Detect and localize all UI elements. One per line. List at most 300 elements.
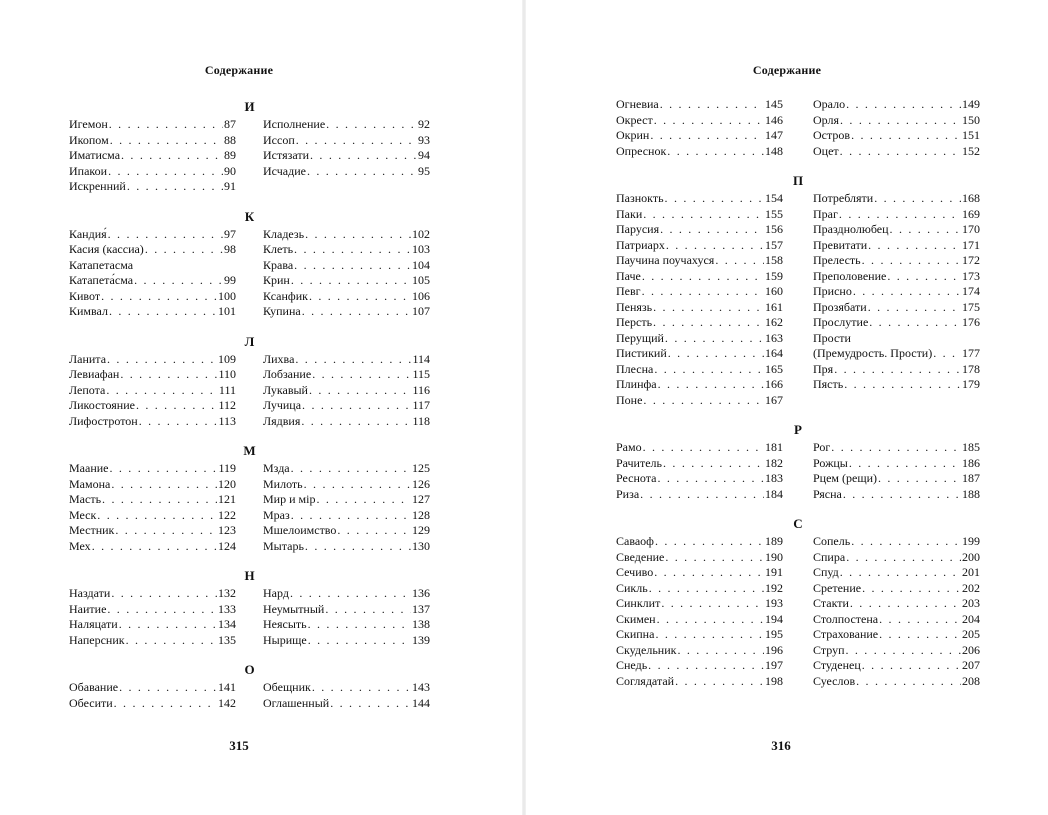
entry-page-number: 88 bbox=[224, 132, 236, 147]
dot-leader bbox=[119, 617, 217, 633]
entry-term: Орало bbox=[813, 97, 846, 111]
entry-term: Крин bbox=[263, 273, 290, 287]
entry-page-number: 186 bbox=[962, 455, 980, 470]
dot-leader bbox=[316, 492, 411, 508]
section-letter: И bbox=[244, 99, 255, 114]
index-entry bbox=[69, 477, 236, 493]
index-column bbox=[263, 227, 430, 320]
index-entry bbox=[263, 696, 430, 712]
entry-page-number: 166 bbox=[765, 377, 783, 391]
entry-term: Ипакои bbox=[69, 163, 108, 178]
entry-term: Страхование bbox=[813, 627, 879, 641]
entry-term: Лукавый bbox=[263, 382, 308, 397]
dot-leader bbox=[326, 117, 417, 133]
dot-leader bbox=[666, 238, 764, 254]
entry-page-number: 130 bbox=[412, 538, 430, 553]
entry-term: Присно bbox=[813, 284, 852, 298]
entry-page-number: 138 bbox=[412, 617, 430, 631]
dot-leader bbox=[658, 377, 764, 393]
dot-leader bbox=[839, 207, 961, 223]
dot-leader bbox=[312, 367, 411, 383]
dot-leader bbox=[120, 367, 217, 383]
entry-page-number: 156 bbox=[765, 222, 783, 236]
entry-page-number: 92 bbox=[418, 117, 430, 131]
index-entry bbox=[69, 492, 236, 508]
entry-term: Скудельник bbox=[616, 642, 677, 657]
dot-leader bbox=[109, 304, 217, 320]
dot-leader bbox=[294, 258, 411, 274]
dot-leader bbox=[643, 393, 764, 409]
entry-page-number: 101 bbox=[218, 304, 236, 318]
dot-leader bbox=[110, 133, 223, 149]
index-entry bbox=[69, 258, 236, 274]
dot-leader bbox=[850, 596, 961, 612]
index-entry bbox=[263, 148, 430, 164]
entry-term: Нырище bbox=[263, 632, 307, 647]
entry-page-number: 145 bbox=[765, 97, 783, 111]
entry-page-number: 191 bbox=[765, 565, 783, 579]
right-page bbox=[526, 0, 1048, 815]
section-columns bbox=[69, 586, 430, 648]
index-entry bbox=[263, 367, 430, 383]
section-letter: С bbox=[793, 516, 803, 531]
dot-leader bbox=[668, 346, 764, 362]
entry-term: Мраз bbox=[263, 507, 290, 522]
dot-leader bbox=[294, 242, 411, 258]
entry-term: Меск bbox=[69, 507, 97, 522]
index-entry bbox=[263, 352, 430, 368]
index-entry bbox=[813, 643, 980, 659]
entry-term: Спира bbox=[813, 549, 846, 564]
entry-term: Лифостротон bbox=[69, 413, 138, 428]
index-entry bbox=[69, 352, 236, 368]
entry-page-number: 193 bbox=[765, 596, 783, 610]
index-entry bbox=[813, 113, 980, 129]
dot-leader bbox=[869, 315, 961, 331]
index-entry bbox=[616, 534, 783, 550]
entry-page-number: 139 bbox=[412, 632, 430, 647]
entry-page-number: 142 bbox=[218, 695, 236, 710]
index-entry bbox=[263, 523, 430, 539]
entry-page-number: 90 bbox=[224, 163, 236, 178]
dot-leader bbox=[291, 273, 411, 289]
entry-page-number: 184 bbox=[765, 486, 783, 501]
entry-page-number: 196 bbox=[765, 642, 783, 657]
dot-leader bbox=[640, 487, 764, 503]
entry-term: Реснота bbox=[616, 471, 657, 485]
entry-page-number: 93 bbox=[418, 132, 430, 147]
index-entry bbox=[813, 269, 980, 285]
left-page-number: 315 bbox=[229, 738, 249, 753]
dot-leader bbox=[874, 191, 961, 207]
dot-leader bbox=[868, 300, 961, 316]
dot-leader bbox=[667, 144, 764, 160]
dot-leader bbox=[834, 362, 961, 378]
entry-page-number: 207 bbox=[962, 658, 980, 672]
index-entry bbox=[616, 284, 783, 300]
entry-term: Катапетасма bbox=[69, 257, 134, 272]
index-entry bbox=[69, 539, 236, 555]
entry-term: Катапета́сма bbox=[69, 273, 134, 287]
entry-page-number: 165 bbox=[765, 361, 783, 376]
entry-page-number: 143 bbox=[412, 680, 430, 694]
index-column bbox=[263, 680, 430, 711]
index-entry bbox=[616, 346, 783, 362]
entry-page-number: 154 bbox=[765, 191, 783, 205]
dot-leader bbox=[109, 117, 223, 133]
index-entry bbox=[69, 398, 236, 414]
dot-leader bbox=[844, 377, 961, 393]
entry-term: Кандия́ bbox=[69, 226, 107, 241]
entry-term: Рясна bbox=[813, 486, 842, 501]
entry-term: Потребляти bbox=[813, 191, 874, 205]
index-entry bbox=[616, 128, 783, 144]
index-column bbox=[616, 534, 783, 689]
index-column bbox=[69, 461, 236, 554]
dot-leader bbox=[665, 191, 764, 207]
index-entry bbox=[813, 207, 980, 223]
section-columns bbox=[616, 440, 980, 502]
entry-term: Иматисма bbox=[69, 148, 121, 162]
section-gap bbox=[616, 502, 980, 514]
dot-leader bbox=[290, 586, 411, 602]
section-gap bbox=[69, 429, 430, 441]
index-entry bbox=[69, 133, 236, 149]
index-entry bbox=[813, 581, 980, 597]
index-entry bbox=[69, 117, 236, 133]
entry-term: Рожцы bbox=[813, 455, 848, 470]
entry-term: Риза bbox=[616, 486, 640, 501]
entry-term: Прослутие bbox=[813, 315, 869, 329]
entry-page-number: 189 bbox=[765, 534, 783, 548]
entry-term: Сретение bbox=[813, 580, 862, 595]
index-entry bbox=[813, 487, 980, 503]
dot-leader bbox=[643, 440, 764, 456]
dot-leader bbox=[127, 179, 223, 195]
dot-leader bbox=[846, 643, 962, 659]
index-entry bbox=[616, 362, 783, 378]
entry-term: Наздати bbox=[69, 586, 111, 600]
dot-leader bbox=[111, 586, 217, 602]
dot-leader bbox=[121, 148, 223, 164]
dot-leader bbox=[108, 164, 223, 180]
index-entry bbox=[813, 253, 980, 269]
entry-page-number: 148 bbox=[765, 143, 783, 158]
dot-leader bbox=[655, 534, 764, 550]
entry-term: Мшелоимство bbox=[263, 523, 337, 537]
index-entry bbox=[813, 362, 980, 378]
dot-leader bbox=[840, 144, 961, 160]
dot-leader bbox=[654, 565, 764, 581]
entry-page-number: 111 bbox=[218, 382, 236, 397]
dot-leader bbox=[106, 383, 218, 399]
dot-leader bbox=[114, 696, 217, 712]
entry-term: Орля bbox=[813, 112, 840, 127]
index-entry bbox=[69, 602, 236, 618]
dot-leader bbox=[643, 207, 764, 223]
entry-term: Поне bbox=[616, 392, 643, 407]
index-entry bbox=[616, 207, 783, 223]
index-column bbox=[69, 586, 236, 648]
entry-term: Наитие bbox=[69, 601, 107, 616]
entry-page-number: 141 bbox=[218, 680, 236, 694]
index-entry bbox=[69, 179, 236, 195]
entry-term: Сикль bbox=[616, 580, 648, 595]
index-entry bbox=[616, 97, 783, 113]
dot-leader bbox=[308, 633, 411, 649]
index-entry bbox=[813, 565, 980, 581]
dot-leader bbox=[853, 284, 961, 300]
entry-page-number: 144 bbox=[412, 695, 430, 710]
index-column bbox=[69, 117, 236, 195]
entry-term: Оцет bbox=[813, 143, 839, 158]
index-entry bbox=[263, 304, 430, 320]
section-columns bbox=[69, 352, 430, 430]
dot-leader bbox=[657, 471, 764, 487]
index-entry bbox=[813, 534, 980, 550]
index-entry bbox=[616, 471, 783, 487]
entry-page-number: 192 bbox=[765, 580, 783, 595]
dot-leader bbox=[305, 227, 411, 243]
entry-term: Паки bbox=[616, 206, 643, 221]
index-entry bbox=[616, 487, 783, 503]
dot-leader bbox=[840, 565, 961, 581]
dot-leader bbox=[136, 398, 217, 414]
entry-term: Студенец bbox=[813, 658, 861, 672]
section-letter: П bbox=[792, 173, 804, 188]
entry-term: Неумытный bbox=[263, 601, 325, 616]
dot-leader bbox=[851, 534, 961, 550]
entry-term: (Премудрость. Прости) bbox=[813, 346, 933, 360]
index-entry bbox=[616, 253, 783, 269]
index-entry bbox=[616, 658, 783, 674]
entry-term: Плесна bbox=[616, 361, 654, 376]
entry-page-number: 137 bbox=[412, 601, 430, 616]
entry-page-number: 182 bbox=[765, 455, 783, 470]
index-entry bbox=[69, 508, 236, 524]
entry-page-number: 100 bbox=[218, 288, 236, 303]
dot-leader bbox=[657, 612, 764, 628]
entry-term: Огневиа bbox=[616, 97, 659, 111]
entry-term: Мзда bbox=[263, 461, 290, 475]
entry-page-number: 105 bbox=[412, 273, 430, 287]
dot-leader bbox=[107, 602, 217, 618]
index-column bbox=[69, 352, 236, 430]
index-column bbox=[263, 586, 430, 648]
dot-leader bbox=[296, 133, 417, 149]
section-columns bbox=[616, 534, 980, 689]
index-entry bbox=[69, 696, 236, 712]
entry-term: Перущий bbox=[616, 330, 664, 345]
index-column bbox=[263, 461, 430, 554]
section-gap bbox=[69, 648, 430, 660]
entry-term: Обавание bbox=[69, 680, 119, 694]
entry-term: Ликостояние bbox=[69, 398, 135, 412]
entry-term: Кладезь bbox=[263, 226, 305, 241]
dot-leader bbox=[660, 97, 764, 113]
index-entry bbox=[263, 133, 430, 149]
dot-leader bbox=[291, 508, 411, 524]
dot-leader bbox=[933, 346, 961, 362]
dot-leader bbox=[878, 471, 961, 487]
entry-term: Сечиво bbox=[616, 565, 654, 579]
dot-leader bbox=[665, 331, 764, 347]
dot-leader bbox=[295, 352, 411, 368]
index-entry bbox=[69, 523, 236, 539]
dot-leader bbox=[665, 550, 764, 566]
index-column bbox=[263, 117, 430, 195]
entry-page-number: 124 bbox=[218, 538, 236, 553]
index-entry bbox=[813, 284, 980, 300]
index-entry bbox=[616, 113, 783, 129]
entry-term: Спуд bbox=[813, 565, 839, 579]
entry-term: Лепота bbox=[69, 382, 106, 397]
entry-term: Клеть bbox=[263, 242, 294, 256]
dot-leader bbox=[846, 97, 961, 113]
entry-page-number: 110 bbox=[218, 367, 236, 381]
dot-leader bbox=[831, 440, 961, 456]
entry-page-number: 89 bbox=[224, 148, 236, 162]
index-column bbox=[616, 440, 783, 502]
index-entry bbox=[69, 680, 236, 696]
entry-term: Икопом bbox=[69, 132, 109, 147]
entry-term: Скипна bbox=[616, 627, 655, 641]
entry-term: Милоть bbox=[263, 476, 303, 491]
dot-leader bbox=[887, 269, 961, 285]
index-entry bbox=[813, 377, 980, 393]
section-gap bbox=[69, 554, 430, 566]
index-entry bbox=[616, 565, 783, 581]
index-entry bbox=[616, 643, 783, 659]
dot-leader bbox=[102, 492, 217, 508]
index-entry bbox=[616, 612, 783, 628]
dot-leader bbox=[310, 148, 417, 164]
index-entry bbox=[69, 273, 236, 289]
entry-page-number: 115 bbox=[412, 367, 430, 381]
entry-term: Опреснок bbox=[616, 143, 667, 158]
entry-term: Прости bbox=[813, 330, 851, 345]
entry-term: Саваоф bbox=[616, 534, 654, 548]
entry-term: Парусия bbox=[616, 222, 660, 236]
entry-term: Лядвия bbox=[263, 413, 301, 428]
entry-term: Патриарх bbox=[616, 237, 665, 252]
index-entry bbox=[263, 398, 430, 414]
dot-leader bbox=[139, 414, 218, 430]
entry-page-number: 177 bbox=[962, 346, 980, 360]
entry-page-number: 160 bbox=[765, 284, 783, 298]
dot-leader bbox=[304, 477, 411, 493]
dot-leader bbox=[654, 113, 764, 129]
entry-page-number: 122 bbox=[218, 507, 236, 522]
entry-term: Обесити bbox=[69, 695, 113, 710]
entry-page-number: 208 bbox=[962, 673, 980, 688]
entry-page-number: 128 bbox=[412, 507, 430, 522]
dot-leader bbox=[840, 113, 961, 129]
dot-leader bbox=[653, 300, 764, 316]
entry-term: Мир и мір bbox=[263, 492, 316, 506]
section-columns bbox=[69, 680, 430, 711]
entry-term: Искренний bbox=[69, 179, 126, 193]
entry-page-number: 195 bbox=[765, 627, 783, 641]
index-entry bbox=[813, 97, 980, 113]
entry-term: Пясть bbox=[813, 377, 844, 391]
entry-page-number: 200 bbox=[962, 549, 980, 564]
entry-page-number: 102 bbox=[412, 226, 430, 241]
dot-leader bbox=[846, 550, 961, 566]
index-entry bbox=[616, 315, 783, 331]
dot-leader bbox=[653, 315, 764, 331]
index-column bbox=[813, 97, 980, 159]
entry-page-number: 158 bbox=[765, 253, 783, 267]
index-column bbox=[263, 352, 430, 430]
entry-term: Кивот bbox=[69, 288, 101, 303]
entry-term: Исчадие bbox=[263, 163, 306, 178]
entry-page-number: 94 bbox=[418, 148, 430, 162]
entry-page-number: 164 bbox=[765, 346, 783, 360]
index-entry bbox=[263, 461, 430, 477]
entry-term: Нард bbox=[263, 586, 289, 600]
index-entry bbox=[813, 550, 980, 566]
entry-page-number: 126 bbox=[412, 476, 430, 491]
dot-leader bbox=[309, 383, 411, 399]
index-entry bbox=[813, 456, 980, 472]
right-page-number: 316 bbox=[771, 738, 791, 753]
dot-leader bbox=[312, 680, 411, 696]
dot-leader bbox=[97, 508, 217, 524]
entry-term: Пенязь bbox=[616, 299, 653, 314]
entry-page-number: 167 bbox=[765, 392, 783, 407]
index-entry bbox=[616, 222, 783, 238]
entry-term: Рачитель bbox=[616, 455, 663, 470]
entry-page-number: 98 bbox=[224, 242, 236, 256]
entry-page-number: 163 bbox=[765, 330, 783, 345]
index-entry bbox=[263, 633, 430, 649]
entry-term: Мамона bbox=[69, 476, 111, 491]
dot-leader bbox=[92, 539, 217, 555]
entry-term: Синклит bbox=[616, 596, 661, 610]
entry-page-number: 204 bbox=[962, 611, 980, 626]
entry-term: Наляцати bbox=[69, 617, 118, 631]
index-entry bbox=[616, 300, 783, 316]
entry-term: Превитати bbox=[813, 237, 868, 252]
entry-term: Рог bbox=[813, 440, 831, 454]
entry-page-number: 109 bbox=[218, 351, 236, 366]
entry-term: Кимвал bbox=[69, 304, 108, 318]
entry-term: Соглядатай bbox=[616, 673, 675, 688]
entry-page-number: 170 bbox=[962, 222, 980, 236]
dot-leader bbox=[307, 164, 417, 180]
dot-leader bbox=[862, 658, 961, 674]
dot-leader bbox=[851, 128, 961, 144]
index-entry bbox=[263, 383, 430, 399]
index-entry bbox=[813, 191, 980, 207]
index-entry bbox=[69, 414, 236, 430]
dot-leader bbox=[145, 242, 223, 258]
index-entry bbox=[69, 617, 236, 633]
dot-leader bbox=[126, 633, 217, 649]
section-gap bbox=[616, 159, 980, 171]
entry-page-number: 187 bbox=[962, 471, 980, 485]
section-letter: Р bbox=[794, 422, 802, 437]
index-entry bbox=[813, 658, 980, 674]
entry-term: Праг bbox=[813, 206, 838, 221]
entry-page-number: 120 bbox=[218, 476, 236, 491]
index-entry bbox=[616, 627, 783, 643]
entry-term: Снедь bbox=[616, 658, 648, 672]
index-entry bbox=[263, 602, 430, 618]
index-entry bbox=[263, 242, 430, 258]
entry-page-number: 107 bbox=[412, 304, 430, 318]
